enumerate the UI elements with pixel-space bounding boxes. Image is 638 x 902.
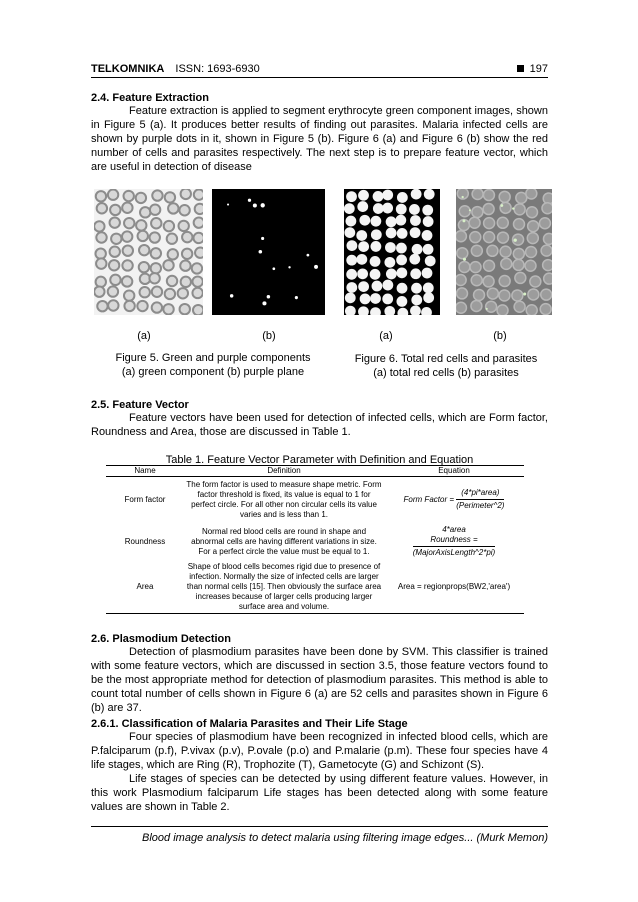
parasite-marker: [463, 258, 466, 261]
parasite-speck: [288, 266, 290, 268]
blood-cell: [484, 218, 495, 229]
blood-cell: [151, 218, 161, 228]
paragraph-classification-1: [91, 730, 548, 772]
red-cell-blob: [345, 306, 356, 315]
blood-cell: [530, 276, 541, 287]
blood-cell: [457, 248, 468, 259]
figure-5-caption-line-2: (a) green component (b) purple plane: [121, 366, 305, 378]
red-cell-blob: [397, 192, 408, 203]
blood-cell: [122, 231, 132, 241]
red-cell-blob: [412, 244, 423, 255]
blood-cell: [109, 260, 119, 270]
parasite-speck: [295, 296, 298, 299]
table-cell-name: Area: [106, 561, 184, 614]
blood-cell: [483, 190, 494, 201]
blood-cell: [541, 245, 552, 256]
table-row: [106, 477, 524, 523]
red-cell-blob: [382, 203, 393, 214]
figure-5a-label: (a): [137, 330, 151, 342]
blood-cell: [483, 204, 494, 215]
blood-cell: [108, 286, 118, 296]
red-cell-blob: [382, 190, 393, 201]
blood-cell: [487, 288, 498, 299]
blood-cell: [124, 191, 134, 201]
table-header-name: Name: [106, 466, 184, 477]
blood-cell: [123, 245, 133, 255]
blood-cell: [470, 262, 481, 273]
journal-name: TELKOMNIKA: [91, 63, 165, 75]
blood-cell: [456, 302, 466, 313]
journal-issn: ISSN: 1693-6930: [175, 63, 260, 75]
figure-5b-image: [212, 189, 325, 315]
running-header: [91, 63, 548, 75]
blood-cell: [139, 245, 149, 255]
blood-cell: [194, 189, 203, 199]
blood-cell: [181, 277, 191, 287]
parasite-speck: [262, 301, 266, 305]
red-cell-blob: [423, 216, 434, 227]
figure-6b-image: [456, 189, 552, 315]
paragraph-classification-2: [91, 772, 548, 814]
blood-cell: [124, 301, 134, 311]
figure-5b-label: (b): [262, 330, 276, 342]
blood-cell: [543, 233, 552, 244]
red-cell-blob: [382, 294, 393, 305]
red-cell-blob: [411, 189, 422, 200]
parasite-marker: [514, 239, 517, 242]
blood-cell: [163, 304, 173, 314]
parasite-marker: [486, 308, 488, 310]
blood-cell: [182, 249, 192, 259]
blood-cell: [539, 218, 550, 229]
red-cell-blob: [372, 281, 383, 292]
blood-cell: [472, 207, 483, 218]
blood-cell: [513, 259, 524, 270]
blood-cell: [193, 305, 203, 315]
blood-cell: [178, 288, 188, 298]
red-cell-blob: [397, 308, 408, 315]
blood-cell: [95, 248, 105, 258]
blood-cell: [500, 246, 511, 257]
figure-6b-label: (b): [493, 330, 507, 342]
red-cell-blob: [346, 282, 357, 293]
red-cell-blob: [373, 203, 384, 214]
red-cell-blob: [373, 191, 384, 202]
blood-cell: [501, 258, 512, 269]
red-cell-blob: [424, 189, 435, 200]
blood-cell: [179, 205, 189, 215]
blood-cell: [484, 232, 495, 243]
red-cell-blob: [357, 268, 368, 279]
figure-6-caption-line-2: (a) total red cells (b) parasites: [373, 367, 519, 379]
blood-cell: [110, 275, 120, 285]
blood-cell: [150, 205, 160, 215]
fraction-bar: [413, 546, 495, 547]
red-cell-blob: [384, 306, 395, 315]
red-cell-blob: [425, 256, 436, 267]
red-cell-blob: [395, 215, 406, 226]
red-cell-blob: [409, 254, 420, 265]
parasite-marker: [512, 207, 514, 209]
red-cell-blob: [396, 204, 407, 215]
blood-cell: [500, 202, 511, 213]
paragraph-feature-vector-text: Feature vectors have been used for detection of infected cells, which are Form factor, Roundness and Area, those are discussed in Table 1.: [91, 412, 548, 438]
blood-cell: [471, 275, 482, 286]
blood-cell: [514, 301, 525, 312]
blood-cell: [164, 221, 174, 231]
blood-cell: [497, 305, 508, 315]
blood-cell: [527, 233, 538, 244]
blood-cell: [513, 219, 524, 230]
paragraph-classification-2-text: Life stages of species can be detected by using different feature values. However, in this work Plasmodium falciparum Life stages has been detected along with some feature values are shown in Table 2.: [91, 773, 548, 813]
blood-cell: [152, 287, 162, 297]
parasite-speck: [272, 267, 275, 270]
blood-cell: [96, 232, 106, 242]
blood-cell: [139, 262, 149, 272]
blood-cell: [167, 234, 177, 244]
red-cell-blob: [370, 307, 381, 315]
red-cell-blob: [370, 216, 381, 227]
parasite-speck: [261, 203, 265, 207]
blood-cell: [469, 217, 480, 228]
blood-cell: [97, 301, 107, 311]
parasite-speck: [306, 254, 309, 257]
red-cell-blob: [423, 283, 434, 294]
equation-roundness-fraction: [413, 525, 495, 558]
red-cell-blob: [346, 255, 357, 266]
equation-roundness-lhs: Roundness =: [430, 535, 478, 544]
blood-cell: [456, 231, 466, 242]
blood-cell: [152, 190, 162, 200]
table-header-row: [106, 466, 524, 477]
table-cell-name: Roundness: [124, 536, 166, 546]
parasite-marker: [462, 196, 464, 198]
table-header-definition: Definition: [184, 466, 384, 477]
red-cell-blob: [370, 256, 381, 267]
blood-cell: [124, 290, 134, 300]
equation-roundness-numerator: 4*area: [442, 525, 466, 534]
figure-6-caption: [340, 352, 552, 380]
red-cell-blob: [344, 227, 355, 238]
red-cell-blob: [371, 229, 382, 240]
red-cell-blob: [411, 283, 422, 294]
paragraph-feature-vector: [91, 411, 548, 439]
parasite-speck: [230, 294, 233, 297]
red-cell-blob: [396, 255, 407, 266]
blood-cell: [526, 305, 537, 315]
parasite-speck: [267, 295, 270, 298]
blood-cell: [165, 192, 175, 202]
blood-cell: [122, 260, 132, 270]
figure-6a-image: [344, 189, 440, 315]
red-cell-blob: [384, 257, 395, 268]
blood-cell: [136, 220, 146, 230]
blood-cell: [541, 289, 552, 300]
blood-cell: [180, 304, 190, 314]
red-cell-blob: [396, 243, 407, 254]
table-cell-definition: The form factor is used to measure shape metric. Form factor threshold is fixed, its value is equal to 1 for perfect circle. For all other non circular cells its value varies and is less than 1.: [186, 479, 382, 519]
red-cell-blob: [370, 241, 381, 252]
red-cell-blob: [370, 293, 381, 304]
blood-cell: [151, 248, 161, 258]
figure-5-caption-line-1: Figure 5. Green and purple components: [115, 352, 311, 364]
blood-cell: [484, 260, 495, 271]
blood-cell: [165, 289, 175, 299]
parasite-speck: [227, 203, 229, 205]
header-rule: [91, 77, 548, 78]
blood-cell: [544, 273, 552, 284]
blood-cell: [192, 263, 202, 273]
blood-cell: [111, 234, 121, 244]
blood-cell: [122, 203, 132, 213]
parasite-speck: [259, 250, 263, 254]
blood-cell: [152, 302, 162, 312]
blood-cell: [192, 276, 202, 286]
blood-cell: [168, 249, 178, 259]
blood-cell: [140, 207, 150, 217]
parasite-speck: [248, 199, 251, 202]
equation-form-factor-lhs: Form Factor =: [403, 494, 454, 504]
blood-cell: [513, 248, 524, 259]
blood-cell: [499, 276, 510, 287]
section-heading-classification: 2.6.1. Classification of Malaria Parasites and Their Life Stage: [91, 718, 408, 730]
red-cell-blob: [421, 307, 432, 315]
blood-cell: [497, 217, 508, 228]
blood-cell: [140, 287, 150, 297]
blood-cell: [498, 232, 509, 243]
blood-cell: [122, 276, 132, 286]
paragraph-classification-1-text: Four species of plasmodium have been recognized in infected blood cells, which are P.falciparum (p.f), P.vivax (p.v), P.ovale (p.o) and P.malarie (p.m). These four species have 4 life stages, which are Ring (R), Trophozite (T), Gametocyte (G) and Schizont (S).: [91, 731, 548, 771]
blood-cell: [526, 246, 537, 257]
blood-cell: [136, 193, 146, 203]
parasite-marker: [523, 293, 526, 296]
blood-cell: [110, 217, 120, 227]
red-cell-blob: [360, 293, 371, 304]
parasite-marker: [469, 209, 471, 211]
red-cell-blob: [386, 269, 397, 280]
red-cell-blob: [358, 306, 369, 315]
blood-cell: [168, 203, 178, 213]
figure-5-caption: [100, 351, 326, 379]
blood-cell: [137, 301, 147, 311]
blood-cell: [459, 206, 470, 217]
red-cell-blob: [345, 216, 356, 227]
blood-cell: [540, 304, 551, 315]
table-cell-definition: Normal red blood cells are round in shape and abnormal cells are having different variations in size. For a perfect circle the value must be equal to 1.: [191, 526, 377, 556]
section-heading-feature-vector: 2.5. Feature Vector: [91, 399, 189, 411]
blood-cell: [94, 286, 104, 296]
blood-cell: [167, 276, 177, 286]
blood-cell: [110, 246, 120, 256]
red-cell-blob: [382, 280, 393, 291]
table-cell-equation: [384, 523, 524, 561]
equation-roundness-denominator: (MajorAxisLength^2*pi): [412, 548, 496, 557]
blood-cell: [182, 232, 192, 242]
figure-6a-label: (a): [379, 330, 393, 342]
blood-cell: [193, 233, 203, 243]
parasite-speck: [314, 265, 318, 269]
table-header-equation: Equation: [384, 466, 524, 477]
blood-cell: [514, 204, 525, 215]
blood-cell: [512, 290, 523, 301]
red-cell-blob: [411, 295, 422, 306]
page-number-group: [517, 63, 548, 75]
blood-cell: [108, 190, 118, 200]
red-cell-blob: [344, 203, 355, 214]
red-cell-blob: [370, 269, 381, 280]
equation-form-factor-numerator: (4*pi*area): [461, 488, 500, 498]
red-cell-blob: [385, 242, 396, 253]
blood-cell: [151, 263, 161, 273]
blood-cell: [178, 221, 188, 231]
red-cell-blob: [422, 268, 433, 279]
blood-cell: [149, 273, 159, 283]
blood-cell: [542, 203, 552, 214]
paragraph-plasmodium-detection-text: Detection of plasmodium parasites have been done by SVM. This classifier is trained with some feature vectors, which are discussed in section 3.5, those feature vectors found to be the most appropriate method for detection of plasmodium parasites. This method is able to count total number of cells shown in Figure 6 (a) are 52 cells and parasites shown in Figure 6 (b) are 37.: [91, 646, 548, 714]
parasite-marker: [500, 204, 503, 207]
figure-6-caption-line-1: Figure 6. Total red cells and parasites: [354, 353, 538, 365]
figure-6b-parasites: [456, 189, 552, 315]
red-cell-blob: [396, 296, 407, 307]
blood-cell: [96, 258, 106, 268]
blood-cell: [471, 300, 482, 311]
blood-cell: [192, 288, 202, 298]
blood-cell: [487, 245, 498, 256]
paragraph-feature-extraction: [91, 104, 548, 174]
blood-cell: [470, 232, 481, 243]
blood-cell: [194, 217, 203, 227]
running-footer: Blood image analysis to detect malaria using filtering image edges... (Murk Memon): [142, 832, 548, 844]
red-cell-blob: [346, 269, 357, 280]
red-cell-blob: [396, 267, 407, 278]
blood-cell: [525, 260, 536, 271]
blood-cell: [486, 301, 497, 312]
red-cell-blob: [359, 215, 370, 226]
blood-cell: [124, 218, 134, 228]
blood-cell: [528, 289, 539, 300]
red-cell-blob: [346, 191, 357, 202]
blood-cell: [150, 232, 160, 242]
blood-cell: [94, 221, 104, 231]
blood-cell: [96, 191, 106, 201]
blood-cell: [181, 189, 191, 199]
red-cell-blob: [422, 230, 433, 241]
blood-cell: [543, 260, 552, 271]
red-cell-blob: [357, 201, 368, 212]
figure-5b-purple-plane: [212, 189, 325, 315]
red-cell-blob: [397, 228, 408, 239]
red-cell-blob: [347, 240, 358, 251]
blood-cell: [471, 245, 482, 256]
red-cell-blob: [410, 305, 421, 315]
blood-cell: [457, 288, 468, 299]
red-cell-blob: [422, 205, 433, 216]
red-cell-blob: [410, 215, 421, 226]
blood-cell: [108, 300, 118, 310]
paragraph-plasmodium-detection: [91, 645, 548, 715]
table-cell-equation: [384, 477, 524, 523]
blood-cell: [474, 289, 485, 300]
red-cell-blob: [423, 292, 434, 303]
blood-cell: [499, 191, 510, 202]
red-cell-blob: [410, 227, 421, 238]
blood-cell: [483, 276, 494, 287]
blood-cell: [472, 189, 483, 199]
red-cell-blob: [358, 190, 369, 201]
blood-cell: [195, 204, 203, 214]
section-heading-plasmodium-detection: 2.6. Plasmodium Detection: [91, 633, 231, 645]
red-cell-blob: [358, 281, 369, 292]
red-cell-blob: [397, 283, 408, 294]
red-cell-blob: [386, 216, 397, 227]
red-cell-blob: [345, 292, 356, 303]
red-cell-blob: [356, 254, 367, 265]
parasite-speck: [253, 203, 257, 207]
blood-cell: [110, 205, 120, 215]
table-1: [106, 465, 524, 614]
table-cell-definition: Shape of blood cells becomes rigid due to presence of infection. Normally the size of infected cells are larger than normal cells [15]. Then obviously the surface area increases because of larger cells producing larger surface area and volume.: [184, 561, 384, 614]
blood-cell: [459, 261, 470, 272]
section-heading-feature-extraction: 2.4. Feature Extraction: [91, 92, 209, 104]
parasite-speck: [261, 237, 264, 240]
red-cell-blob: [410, 268, 421, 279]
table-cell-name: Form factor: [124, 494, 166, 504]
blood-cell: [528, 221, 539, 232]
blood-cell: [97, 203, 107, 213]
footer-rule: [91, 826, 548, 827]
blood-cell: [180, 261, 190, 271]
paragraph-feature-extraction-text: Feature extraction is applied to segment erythrocyte green component images, shown in Figure 5 (a). It produces better results of finding out parasites. Malaria infected cells are shown by purple dots in it, shown in Figure 5 (b). Figure 6 (a) and Figure 6 (b) show the red number of cells and parasites respectively. The next step is to prepare feature vector, which are useful in detection of disease: [91, 105, 548, 173]
square-bullet-icon: [517, 65, 524, 72]
blood-cell: [526, 207, 537, 218]
red-cell-blob: [386, 228, 397, 239]
red-cell-blob: [358, 241, 369, 252]
blood-cell: [526, 189, 537, 199]
red-cell-blob: [356, 230, 367, 241]
red-cell-blob: [423, 244, 434, 255]
figure-5a-image: [94, 189, 203, 315]
table-1-caption: Table 1. Feature Vector Parameter with Definition and Equation: [165, 454, 474, 466]
blood-cell: [195, 248, 203, 258]
figure-5a-green-component: [94, 189, 203, 315]
page-number: 197: [529, 63, 548, 75]
blood-cell: [456, 274, 466, 285]
equation-form-factor-fraction: [456, 488, 504, 511]
blood-cell: [138, 231, 148, 241]
table-row: [106, 523, 524, 561]
blood-cell: [96, 277, 106, 287]
fraction-bar: [456, 499, 504, 500]
table-cell-equation: Area = regionprops(BW2,'area'): [384, 561, 524, 614]
equation-form-factor-denominator: (Perimeter^2): [456, 501, 505, 511]
table-row: [106, 561, 524, 614]
blood-cell: [515, 272, 526, 283]
red-cell-blob: [409, 204, 420, 215]
parasite-marker: [463, 219, 466, 222]
figure-6a-total-red-cells: [344, 189, 440, 315]
blood-cell: [163, 260, 173, 270]
blood-cell: [499, 290, 510, 301]
